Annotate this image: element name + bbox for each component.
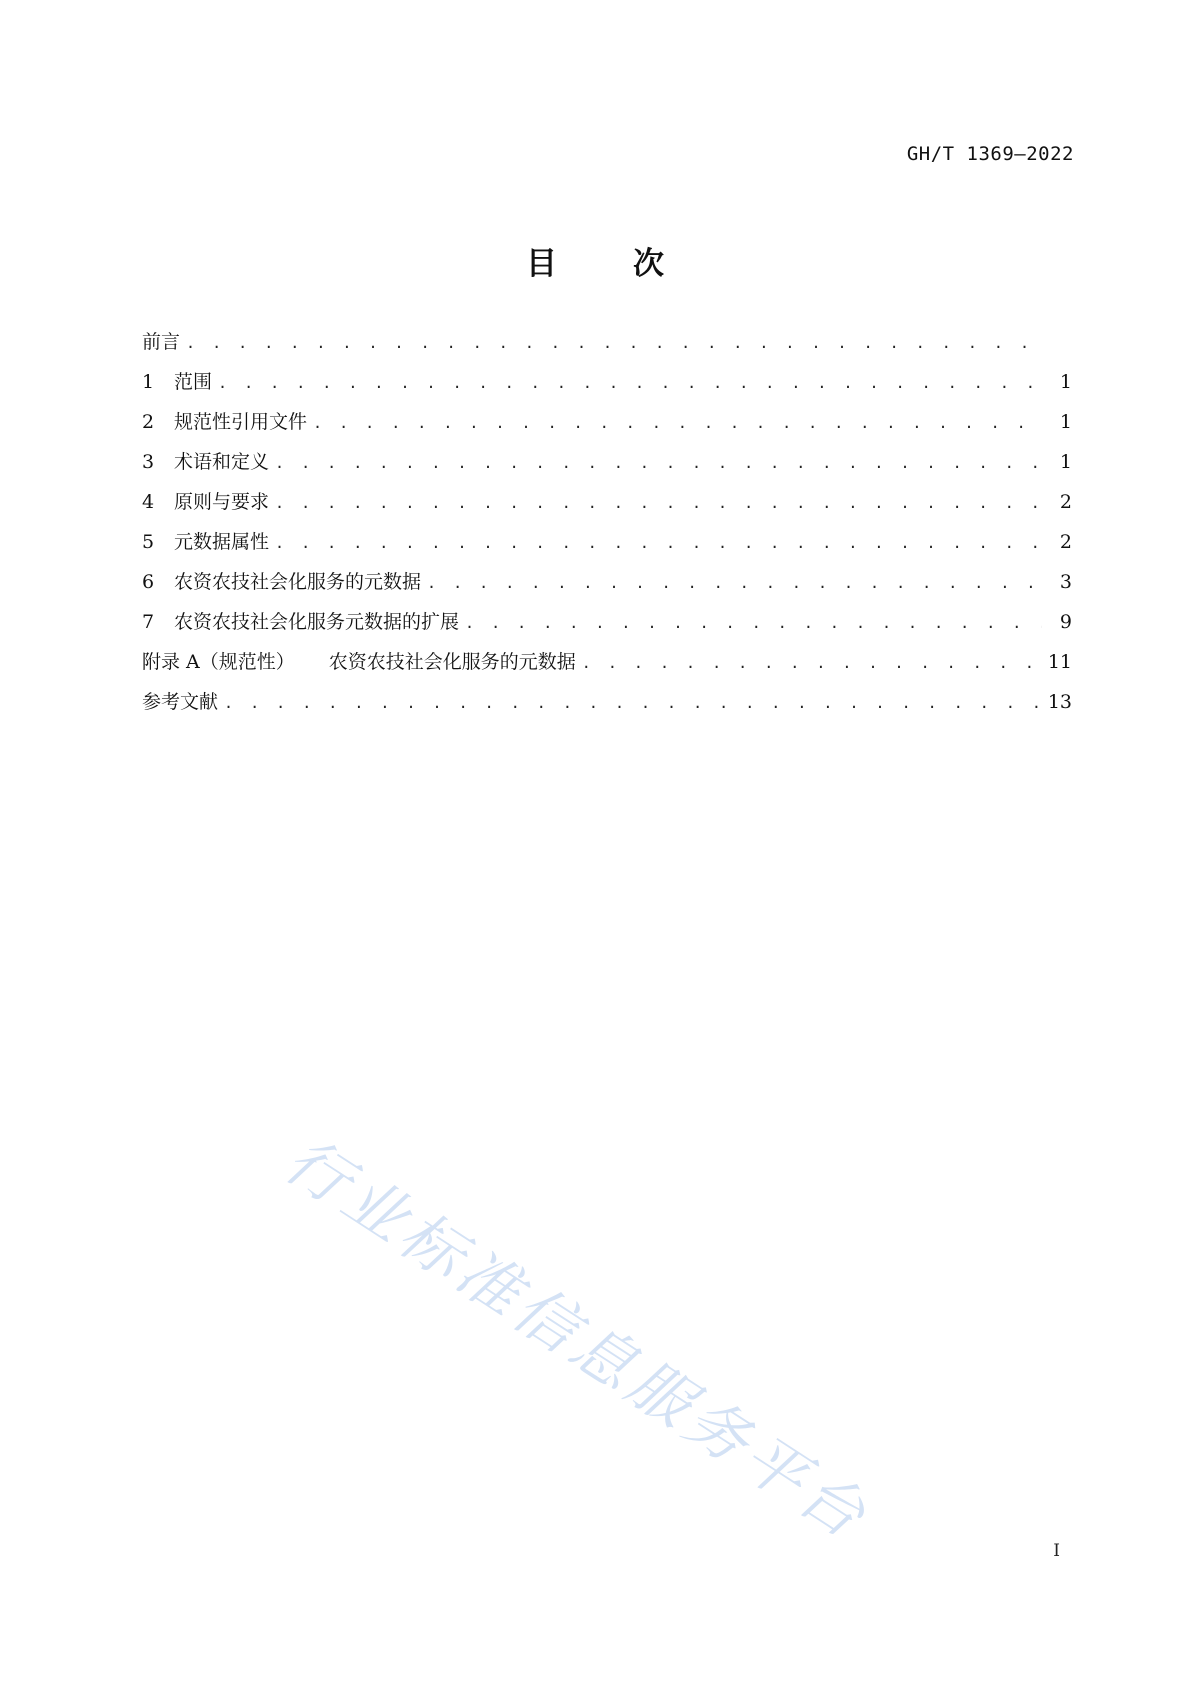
toc-entry-label: 农资农技社会化服务元数据的扩展 (174, 611, 460, 633)
toc-entry-number: 7 (142, 611, 155, 633)
toc-entry-metadata-attributes[interactable] (142, 527, 1072, 567)
toc-entry-sublabel: 农资农技社会化服务的元数据 (328, 651, 576, 673)
toc-entry-label: 前言 (142, 331, 181, 353)
toc-leader-dots (218, 374, 1042, 392)
toc-leader-dots (224, 694, 1042, 712)
toc-entry-principles[interactable] (142, 487, 1072, 527)
toc-leader-dots (465, 614, 1042, 632)
toc-entry-label: 术语和定义 (174, 451, 270, 473)
toc-leader-dots (427, 574, 1042, 592)
toc-entry-service-metadata[interactable] (142, 567, 1072, 607)
toc-entry-page: 1 (1059, 411, 1072, 433)
toc-entry-page: 1 (1059, 371, 1072, 393)
toc-leader-dots (275, 494, 1042, 512)
toc-entry-terms[interactable] (142, 447, 1072, 487)
toc-entry-label: 农资农技社会化服务的元数据 (174, 571, 422, 593)
toc-entry-bibliography[interactable] (142, 687, 1072, 727)
toc-entry-foreword[interactable] (142, 327, 1072, 367)
toc-entry-number: 5 (142, 531, 155, 553)
toc-entry-label: 范围 (174, 371, 213, 393)
toc-entry-number: 3 (142, 451, 155, 473)
toc-entry-normative-references[interactable] (142, 407, 1072, 447)
toc-entry-page: 2 (1059, 531, 1072, 553)
toc-entry-scope[interactable] (142, 367, 1072, 407)
toc-entry-number: 6 (142, 571, 155, 593)
toc-entry-page: 13 (1047, 691, 1072, 713)
toc-entry-label: 原则与要求 (174, 491, 270, 513)
toc-entry-page: 3 (1059, 571, 1072, 593)
title-char-1: 目 (526, 246, 557, 282)
table-of-contents (142, 327, 1072, 727)
toc-leader-dots (275, 534, 1042, 552)
toc-entry-label: 参考文献 (142, 691, 219, 713)
toc-entry-number: 4 (142, 491, 155, 513)
page-number: I (1053, 1541, 1060, 1561)
toc-leader-dots (275, 454, 1042, 472)
toc-entry-number: 1 (142, 371, 155, 393)
toc-entry-label: 规范性引用文件 (174, 411, 308, 433)
watermark: 行业标准信息服务平台 (272, 1123, 883, 1555)
toc-entry-page: 9 (1059, 611, 1072, 633)
toc-entry-number: 2 (142, 411, 155, 433)
toc-leader-dots (313, 414, 1042, 432)
toc-entry-page: 2 (1059, 491, 1072, 513)
toc-entry-label: 元数据属性 (174, 531, 270, 553)
toc-entry-annex-a[interactable] (142, 647, 1072, 687)
toc-leader-dots (186, 334, 1042, 352)
toc-entry-metadata-extension[interactable] (142, 607, 1072, 647)
toc-entry-page: 1 (1059, 451, 1072, 473)
page-title (0, 238, 1190, 283)
title-char-2: 次 (633, 246, 664, 282)
toc-leader-dots (582, 654, 1042, 672)
toc-entry-label: 附录 A（规范性） (142, 651, 295, 673)
standard-code: GH/T 1369—2022 (906, 143, 1074, 165)
toc-entry-page: 11 (1047, 651, 1072, 673)
